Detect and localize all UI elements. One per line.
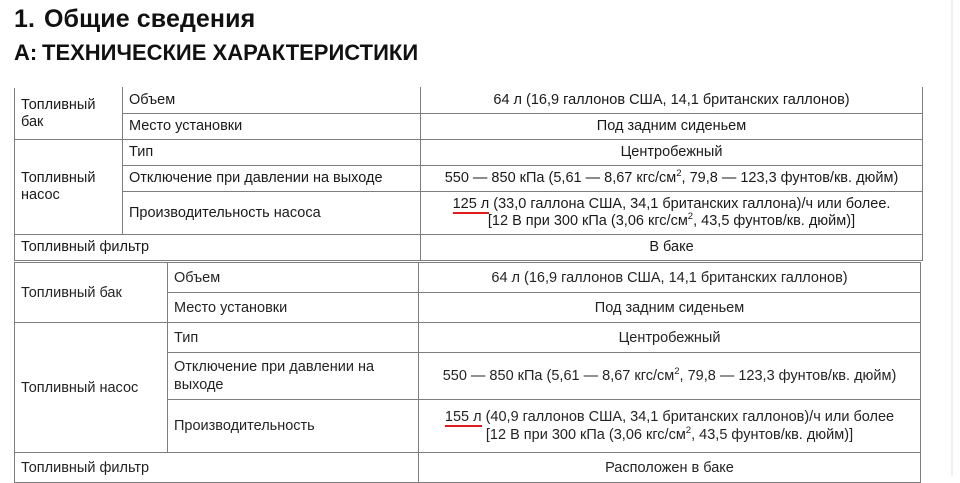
subsection-title-row xyxy=(14,39,944,67)
spec-name-pump-capacity: Производительность насоса xyxy=(123,192,421,235)
fuel-system-spec-table-two xyxy=(14,262,921,483)
table-row xyxy=(15,166,923,192)
value-line2 xyxy=(425,426,914,444)
highlighted-value: 125 л xyxy=(452,196,490,212)
value-line1-rest: (33,0 галлона США, 34,1 британских галлона)/ч или более. xyxy=(489,196,891,212)
table-row xyxy=(15,140,923,166)
document-headings xyxy=(14,4,944,67)
table-row xyxy=(15,263,921,293)
spec-name-pump-capacity: Производительность xyxy=(168,400,419,453)
spec-value-pump-capacity xyxy=(419,400,921,453)
spec-value-volume: 64 л (16,9 галлонов США, 14,1 британских галлонов) xyxy=(421,88,923,114)
category-fuel-tank: Топливный бак xyxy=(15,88,123,140)
table-row xyxy=(15,114,923,140)
category-fuel-filter: Топливный фильтр xyxy=(15,235,421,261)
value-pre: 550 — 850 кПа (5,61 — 8,67 кгс/см xyxy=(444,170,677,186)
table-row xyxy=(15,88,923,114)
spec-name-type: Тип xyxy=(168,323,419,353)
value-pre: 550 — 850 кПа (5,61 — 8,67 кгс/см xyxy=(442,368,675,384)
highlighted-value: 155 л xyxy=(444,409,482,425)
superscript-squared: 2 xyxy=(687,211,694,223)
superscript-squared: 2 xyxy=(674,366,680,378)
value-line2 xyxy=(427,213,916,230)
value-post: , 79,8 — 123,3 фунтов/кв. дюйм) xyxy=(679,368,897,384)
subsection-letter: A: xyxy=(14,40,38,65)
page-title xyxy=(14,4,944,34)
category-fuel-tank: Топливный бак xyxy=(15,263,168,323)
spec-value-cutoff-pressure xyxy=(419,353,921,400)
section-title: Общие сведения xyxy=(44,5,256,33)
value-line2-post: , 43,5 фунтов/кв. дюйм)] xyxy=(693,213,856,229)
spec-value-fuel-filter: Расположен в баке xyxy=(419,453,921,483)
section-number: 1. xyxy=(14,5,36,33)
spec-value-fuel-filter: В баке xyxy=(421,235,923,261)
category-fuel-pump: Топливный насос xyxy=(15,140,123,235)
superscript-squared: 2 xyxy=(685,425,692,437)
spec-value-type: Центробежный xyxy=(419,323,921,353)
spec-name-type: Тип xyxy=(123,140,421,166)
value-post: , 79,8 — 123,3 фунтов/кв. дюйм) xyxy=(681,170,899,186)
spec-value-volume: 64 л (16,9 галлонов США, 14,1 британских галлонов) xyxy=(419,263,921,293)
category-fuel-pump: Топливный насос xyxy=(15,323,168,453)
table-row xyxy=(15,323,921,353)
spec-value-mounting-location: Под задним сиденьем xyxy=(421,114,923,140)
spec-value-mounting-location: Под задним сиденьем xyxy=(419,293,921,323)
table-row xyxy=(15,235,923,261)
spec-name-volume: Объем xyxy=(123,88,421,114)
spec-name-volume: Объем xyxy=(168,263,419,293)
spec-name-cutoff-pressure: Отключение при давлении на выходе xyxy=(123,166,421,192)
table-row xyxy=(15,192,923,235)
table-row xyxy=(15,453,921,483)
value-line1-rest: (40,9 галлонов США, 34,1 британских галлонов)/ч или более xyxy=(481,409,895,425)
spec-name-mounting-location: Место установки xyxy=(123,114,421,140)
spec-value-type: Центробежный xyxy=(421,140,923,166)
scan-edge-artifact xyxy=(951,0,953,476)
value-line2-post: , 43,5 фунтов/кв. дюйм)] xyxy=(691,427,854,443)
value-line2-pre: [12 В при 300 кПа (3,06 кгс/см xyxy=(487,213,688,229)
value-line2-pre: [12 В при 300 кПа (3,06 кгс/см xyxy=(485,427,686,443)
category-fuel-filter: Топливный фильтр xyxy=(15,453,419,483)
fuel-system-spec-table-one xyxy=(14,87,923,261)
superscript-squared: 2 xyxy=(676,168,682,180)
spec-name-mounting-location: Место установки xyxy=(168,293,419,323)
subsection-title: ТЕХНИЧЕСКИЕ ХАРАКТЕРИСТИКИ xyxy=(42,40,419,65)
spec-name-cutoff-pressure: Отключение при давлении на выходе xyxy=(168,353,419,400)
spec-value-pump-capacity xyxy=(421,192,923,235)
spec-value-cutoff-pressure xyxy=(421,166,923,192)
